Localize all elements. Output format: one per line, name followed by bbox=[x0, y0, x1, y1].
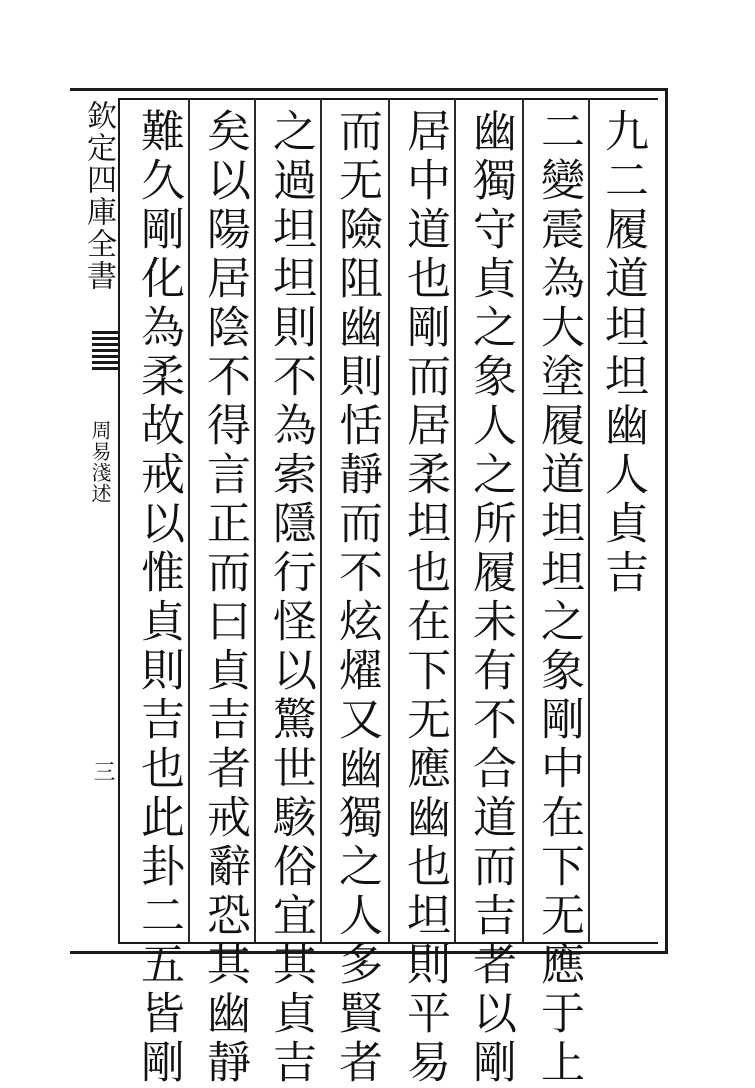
text-column: 難久剛化為柔故戒以惟貞則吉也此卦二五皆剛 bbox=[133, 108, 184, 1088]
text-column: 之過坦坦則不為索隱行怪以驚世駭俗宜其貞吉 bbox=[265, 108, 316, 1088]
text-column-heading: 九二履道坦坦幽人貞吉 bbox=[597, 108, 648, 598]
text-column: 幽獨守貞之象人之所履未有不合道而吉者以剛 bbox=[465, 108, 516, 1088]
margin-series-title: 欽定四庫全書 bbox=[81, 100, 116, 292]
text-column: 而无險阻幽則恬靜而不炫燿又幽獨之人多賢者 bbox=[331, 108, 382, 1088]
margin-book-title: 周易淺述 bbox=[88, 420, 112, 504]
column-rule bbox=[522, 98, 524, 942]
column-rule bbox=[588, 98, 590, 942]
fishtail-mark bbox=[92, 330, 118, 370]
column-rule bbox=[188, 98, 190, 942]
margin-page-number: 三 bbox=[90, 760, 115, 782]
text-column: 矣以陽居陰不得言正而曰貞吉者戒辭恐其幽靜 bbox=[199, 108, 250, 1088]
text-column: 居中道也剛而居柔坦也在下无應幽也坦則平易 bbox=[399, 108, 450, 1088]
margin-rule bbox=[118, 98, 120, 942]
text-column: 二變震為大塗履道坦坦之象剛中在下无應于上 bbox=[533, 108, 584, 1088]
column-rule bbox=[388, 98, 390, 942]
column-rule bbox=[254, 98, 256, 942]
column-rule bbox=[320, 98, 322, 942]
column-rule bbox=[454, 98, 456, 942]
